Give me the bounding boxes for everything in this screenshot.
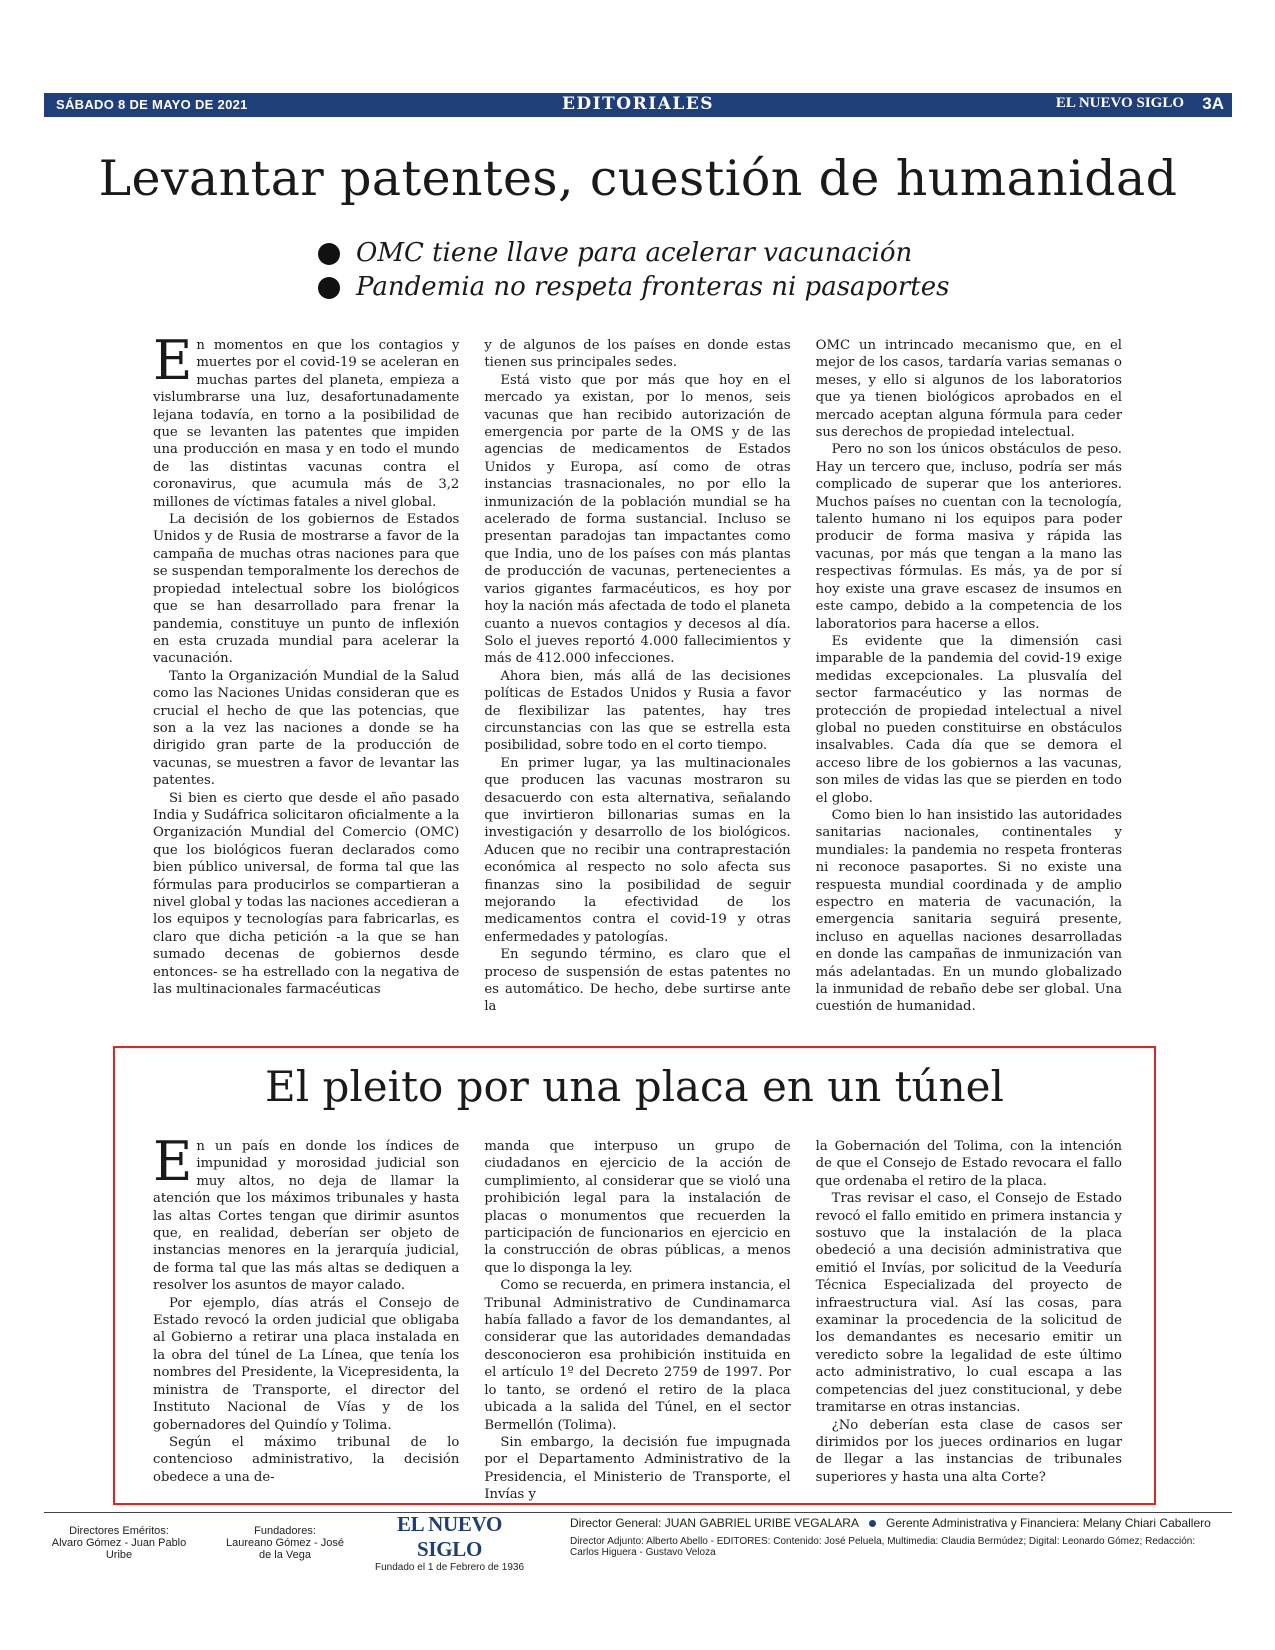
directors-label: Directores Eméritos: <box>69 1525 169 1537</box>
column-1 <box>153 329 460 1042</box>
staff-line-2: Director Adjunto: Alberto Abello - EDITORES: Contenido: José Peluela, Multimedia: Claudia Bermúdez; Digital: Leonardo Gómez; Redacción: Carlos Higuera - Gustavo Veloza <box>570 1536 1196 1558</box>
founders-names: Laureano Gómez - José de la Vega <box>225 1537 344 1561</box>
paragraph: Tanto la Organización Mundial de la Salud como las Naciones Unidas consideran que es crucial el hecho de que las potencias, que son a la vez las naciones a donde se ha dirigido gran parte de la producción de vacunas, se muestren a favor de levantar las patentes. <box>153 668 460 789</box>
drop-cap: E <box>153 1130 193 1193</box>
editorial-1-headline: Levantar patentes, cuestión de humanidad <box>98 150 1178 207</box>
footer-staff <box>570 1516 1220 1558</box>
editorial-1-body <box>153 329 1122 1042</box>
paragraph-text: n momentos en que los contagios y muertes por el covid-19 se aceleran en muchas partes del planeta, empieza a vislumbrarse una luz, desafortunadamente lejana todavía, en torno a la posibilidad de que se levanten las patentes que impiden una producción en masa y en todo el mundo de las distintas vacunas contra el coronavirus, que acumula más de 3,2 millones de víctimas fatales a nivel global. <box>153 338 460 510</box>
paragraph: La decisión de los gobiernos de Estados Unidos y de Rusia de mostrarse a favor de la campaña de muchas otras naciones para que se suspendan temporalmente los derechos de propiedad intelectual sobre los biológicos que se han desarrollado para frenar la pandemia, constituye un punto de inflexión en esta cruzada mundial para acelerar la vacunación. <box>153 512 460 667</box>
paragraph: Si bien es cierto que desde el año pasado India y Sudáfrica solicitaron oficialmente a la Organización Mundial del Comercio (OMC) que los biológicos fueran declarados como bien público universal, de forma tal que las fórmulas para producirlos se compartieran a nivel global y todas las naciones accedieran a los equipos y tecnologías para fabricarlas, es claro que dicha petición -a la que se han sumado decenas de gobiernos desde entonces- se ha estrellado con la negativa de las multinacionales farmacéuticas <box>153 790 460 998</box>
paragraph: Según el máximo tribunal de lo contencioso administrativo, la decisión obedece a una de- <box>153 1434 460 1485</box>
paragraph: Pero no son los únicos obstáculos de peso. Hay un tercero que, incluso, podría ser más complicado de superar que los anteriores. Muchos países no cuentan con la tecnología, talento humano ni los equipos para poder producir de forma masiva y rápida las vacunas, por más que tengan a la mano las respectivas fórmulas. Es más, ya de por sí hoy existe una grave escasez de insumos en este campo, debido a la competencia de los laboratorios para hacerse a ellos. <box>815 442 1122 632</box>
directors-names: Alvaro Gómez - Juan Pablo Uribe <box>51 1537 187 1561</box>
page-header-bar <box>44 93 1232 117</box>
column-3 <box>816 337 1122 1042</box>
paragraph: Por ejemplo, días atrás el Consejo de Estado revocó la orden judicial que obligaba al Gobierno a retirar una placa instalada en la obra del túnel de La Línea, que tenía los nombres del Presidente, la Vicepresidenta, la ministra de Transporte, el director del Instituto Nacional de Vías y de los gobernadores del Quindío y Tolima. <box>153 1295 460 1433</box>
paragraph: Como se recuerda, en primera instancia, el Tribunal Administrativo de Cundinamarca había fallado a favor de los demandantes, al considerar que las autoridades demandadas desconocieron esa prohibición instituida en el artículo 1º del Decreto 2759 de 1997. Por lo tanto, se ordenó el retiro de la placa ubicada a la salida del Túnel, en el sector Bermellón (Tolima). <box>484 1278 791 1433</box>
paragraph: y de algunos de los países en donde estas tienen sus principales sedes. <box>484 338 791 371</box>
subhead-item <box>318 236 949 270</box>
subhead-text: OMC tiene llave para acelerar vacunación <box>356 238 913 268</box>
issue-date: SÁBADO 8 DE MAYO DE 2021 <box>56 97 248 112</box>
paragraph: Está visto que por más que hoy en el mercado ya existan, por lo menos, seis vacunas que han recibido autorización de emergencia por parte de la OMS y de las agencias de medicamentos de Estados Unidos y Europa, así como de otras instancias trasnacionales, no por ello la inmunización de la población mundial se ha acelerado de forma sustancial. Incluso se presentan paradojas tan impactantes como que India, uno de los países con más plantas de producción de vacunas, pertenecientes a varios gigantes farmacéuticos, es hoy por hoy la nación más afectada de todo el planeta cuanto a nuevos contagios y decesos al día. Solo el jueves reportó 4.000 fallecimientos y más de 412.000 infecciones. <box>484 372 791 667</box>
subhead-text: Pandemia no respeta fronteras ni pasaportes <box>356 272 950 302</box>
paragraph: OMC un intrincado mecanismo que, en el mejor de los casos, tardaría varias semanas o meses, y ello si algunos de los laboratorios que ya tienen biológicos aprobados en el mercado aceptan alguna fórmula para ceder sus derechos de propiedad intelectual. <box>815 338 1122 441</box>
paragraph: Tras revisar el caso, el Consejo de Estado revocó el fallo emitido en primera instancia y sostuvo que la instalación de la placa obedeció a una decisión administrativa que emitió el Invías, por solicitud de la Veeduría Técnica Especializada del proyecto de infraestructura vial. Así las cosas, para examinar la procedencia de la solicitud de los demandantes es necesario emitir un veredicto sobre la legalidad de este último acto administrativo, lo cual escapa a las competencias del juez constitucional, y debe tramitarse en otras instancias. <box>815 1191 1122 1416</box>
page-number: 3A <box>1202 94 1224 113</box>
editorial-2-body <box>153 1130 1122 1503</box>
paragraph-text: n un país en donde los índices de impunidad y morosidad judicial son muy altos, no deja de llamar la atención que los máximos tribunales y hasta las altas Cortes tengan que dirimir asuntos que, en realidad, deberían ser objeto de instancias menores en la jerarquía judicial, de forma tal que las más altas se dediquen a resolver los asuntos de mayor calado. <box>153 1139 460 1294</box>
paragraph: Como bien lo han insistido las autoridades sanitarias nacionales, continentales y mundiales: la pandemia no respeta fronteras ni reconoce pasaportes. Si no existe una respuesta mundial coordinada y de amplio espectro en materia de vacunación, la emergencia sanitaria seguirá presente, incluso en aquellas naciones desarrolladas en donde las campañas de inmunización van más adelantadas. En un mundo globalizado la inmunidad de rebaño debe ser global. Una cuestión de humanidad. <box>815 807 1122 1015</box>
editorial-1-subheads <box>318 236 949 304</box>
section-title: EDITORIALES <box>561 94 715 114</box>
paragraph: ¿No deberían esta clase de casos ser dirimidos por los jueces ordinarios en lugar de llegar a las instancias de tribunales superiores y hasta una alta Corte? <box>815 1417 1122 1485</box>
paragraph: Ahora bien, más allá de las decisiones políticas de Estados Unidos y Rusia a favor de flexibilizar las patentes, hay tres circunstancias con las que se estrella esta posibilidad, sobre todo en el corto tiempo. <box>484 668 791 754</box>
column-3 <box>816 1138 1122 1504</box>
gerente: Gerente Administrativa y Financiera: Melany Chiari Caballero <box>885 1516 1211 1530</box>
footer-divider <box>44 1512 1232 1513</box>
founders-label: Fundadores: <box>254 1525 316 1537</box>
paragraph: Sin embargo, la decisión fue impugnada por el Departamento Administrativo de la Presidencia, el Ministerio de Transporte, el Invías y <box>484 1434 791 1503</box>
column-2 <box>484 337 790 1042</box>
footer-logo-block <box>372 1512 527 1573</box>
editorial-2-headline: El pleito por una placa en un túnel <box>265 1062 1004 1111</box>
paragraph <box>153 329 460 511</box>
newspaper-logo: EL NUEVO SIGLO <box>396 1512 503 1561</box>
footer-directors <box>44 1525 194 1561</box>
column-2 <box>484 1138 790 1504</box>
separator-dot-icon <box>869 1520 876 1527</box>
paragraph: la Gobernación del Tolima, con la intención de que el Consejo de Estado revocara el fallo que ordenaba el retiro de la placa. <box>815 1139 1122 1189</box>
paragraph <box>153 1130 460 1295</box>
bullet-dot-icon <box>318 243 340 265</box>
footer-founders <box>220 1525 350 1561</box>
paragraph: manda que interpuso un grupo de ciudadanos en ejercicio de la acción de cumplimiento, al considerar que se violó una prohibición legal para la instalación de placas o monumentos que recuerden la participación de funcionarios en ejercicio en la construcción de obras públicas, a menos que lo disponga la ley. <box>484 1139 791 1276</box>
paragraph: En segundo término, es claro que el proceso de suspensión de estas patentes no es automático. De hecho, debe surtirse ante la <box>484 947 791 1015</box>
paragraph: Es evidente que la dimensión casi imparable de la pandemia del covid-19 exige medidas excepcionales. La plusvalía del sector farmacéutico y las normas de protección de propiedad intelectual a nivel global no pueden constituirse en obstáculos insalvables. Cada día que se demora el acceso libre de los gobiernos a las vacunas, son miles de vidas las que se pierden en todo el globo. <box>815 633 1122 806</box>
bullet-dot-icon <box>318 277 340 299</box>
subhead-item <box>318 270 949 304</box>
paragraph: En primer lugar, ya las multinacionales que producen las vacunas mostraron su desacuerdo con esta alternativa, señalando que invirtieron billonarias sumas en la investigación y desarrollo de los biológicos. Aducen que no recibir una contraprestación económica al respecto no solo afecta sus finanzas sino la posibilidad de seguir mejorando la efectividad de los medicamentos contra el covid-19 y otras enfermedades y patologías. <box>484 755 791 945</box>
founded-date: Fundado el 1 de Febrero de 1936 <box>375 1562 524 1573</box>
drop-cap: E <box>153 329 193 392</box>
newspaper-name: EL NUEVO SIGLO <box>1055 95 1184 111</box>
column-1 <box>153 1130 460 1504</box>
staff-line-1 <box>570 1516 1220 1530</box>
director-general: Director General: JUAN GABRIEL URIBE VEGALARA <box>570 1516 859 1530</box>
